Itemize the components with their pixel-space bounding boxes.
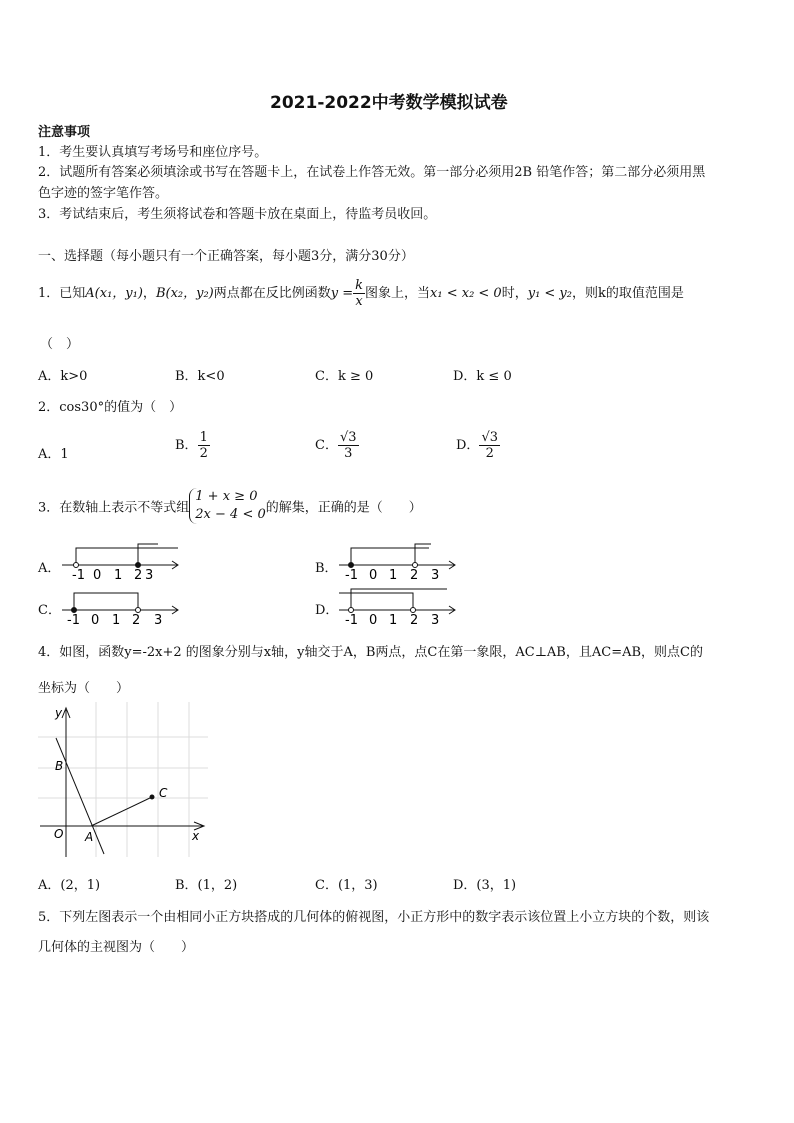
q2-option-c-num: √3 [339, 430, 357, 445]
q2-option-d-fraction [479, 430, 500, 461]
open-point [413, 563, 418, 568]
q3-number-line-a [58, 540, 182, 582]
q2-option-d-den: 2 [485, 446, 494, 461]
q1-prefix: 1．已知 [38, 286, 86, 301]
tick-label: 1 [389, 568, 398, 582]
tick-label: 3 [154, 613, 163, 627]
q3-option-b-label: B． [315, 561, 338, 576]
q4-option-c: C．(1，3) [315, 878, 378, 893]
q2-option-c [315, 430, 359, 461]
question-3 [38, 488, 422, 524]
q1-option-b: B．k<0 [175, 369, 225, 384]
open-point [411, 608, 416, 613]
q3-option-a-label: A． [38, 561, 61, 576]
q2-option-c-den: 3 [344, 446, 353, 461]
q3-option-d-label: D． [315, 603, 339, 618]
notice-item: 3．考试结束后，考生须将试卷和答题卡放在桌面上，待监考员收回。 [38, 207, 437, 222]
q2-option-a: A．1 [38, 447, 69, 462]
q3-suffix: 的解集，正确的是（ ） [265, 500, 422, 516]
solution-bracket-2 [415, 544, 431, 565]
q2-option-b-fraction [198, 430, 210, 461]
page-title: 2021-2022中考数学模拟试卷 [270, 93, 508, 113]
tick-label: 1 [389, 613, 398, 627]
tick-label: 3 [145, 568, 154, 582]
open-point [349, 608, 354, 613]
tick-label: 0 [91, 613, 100, 627]
q2-option-b-den: 2 [199, 446, 208, 461]
q3-number-line-b [335, 540, 459, 582]
q1-answer-paren: （ ） [40, 337, 80, 352]
closed-point [72, 608, 77, 613]
solution-bracket [74, 593, 138, 610]
tick-label: 2 [134, 568, 143, 582]
q1-condition: x₁ < x₂ < 0 [430, 286, 502, 301]
q2-option-c-fraction [338, 430, 359, 461]
q1-point-b: B(x₂，y₂) [155, 286, 214, 301]
q2-option-b [175, 430, 210, 461]
tick-label: 3 [431, 613, 440, 627]
tick-label: 0 [369, 613, 378, 627]
closed-point [136, 563, 141, 568]
q1-option-c: C．k ≥ 0 [315, 369, 374, 384]
q3-number-line-d [335, 585, 459, 627]
q1-mid3: 时， [501, 286, 528, 301]
point-a-label: A [85, 830, 94, 844]
segment-ac [91, 797, 152, 826]
q1-suffix: ，则k的取值范围是 [572, 286, 684, 301]
question-4-line-2: 坐标为（ ） [38, 681, 130, 696]
point-c-label: C [159, 786, 168, 800]
q4-option-b: B．(1，2) [175, 878, 238, 893]
open-point [74, 563, 79, 568]
q1-condition2: y₁ < y₂ [527, 286, 572, 301]
notice-heading: 注意事项 [38, 125, 91, 140]
solution-bracket-2 [138, 544, 158, 565]
q3-inequality-system [189, 488, 265, 524]
q2-option-d-label: D． [456, 438, 480, 453]
tick-label: 2 [410, 613, 419, 627]
tick-label: 1 [112, 613, 121, 627]
q1-mid2: 图象上，当 [365, 286, 431, 301]
tick-label: 0 [93, 568, 102, 582]
q2-option-d-num: √3 [481, 430, 498, 445]
q2-option-c-label: C． [315, 438, 338, 453]
q1-option-d: D．k ≤ 0 [453, 369, 512, 384]
tick-label: -1 [345, 568, 358, 582]
tick-label: -1 [67, 613, 80, 627]
tick-label: 2 [132, 613, 141, 627]
q3-option-c-label: C． [38, 603, 61, 618]
solution-bracket-1 [76, 548, 178, 565]
q3-number-line-c [58, 585, 182, 627]
grid [38, 702, 208, 857]
q1-option-a: A．k>0 [38, 369, 88, 384]
notice-item: 1．考生要认真填写考场号和座位序号。 [38, 145, 268, 160]
q2-option-b-num: 1 [199, 430, 208, 445]
question-5-line-1: 5．下列左图表示一个由相同小正方块搭成的几何体的俯视图，小正方形中的数字表示该位置上小立方块的个数，则该 [38, 910, 710, 925]
tick-label: 3 [431, 568, 440, 582]
tick-label: 0 [369, 568, 378, 582]
q1-frac-num: k [355, 278, 364, 293]
question-2: 2．cos30°的值为（ ） [38, 400, 183, 415]
tick-label: 1 [114, 568, 123, 582]
q3-prefix: 3．在数轴上表示不等式组 [38, 500, 190, 516]
solution-bracket-1 [351, 548, 429, 565]
q2-option-d [456, 430, 500, 461]
notice-item: 色字迹的签字笔作答。 [38, 186, 169, 201]
x-axis-label: x [192, 829, 200, 843]
q1-point-a: A(x₁，y₁) [85, 286, 143, 301]
q3-inequality-1: 1 + x ≥ 0 [195, 489, 258, 504]
notice-item: 2．试题所有答案必须填涂或书写在答题卡上，在试卷上作答无效。第一部分必须用2B 铅笔作答；第二部分必须用黑 [38, 165, 706, 180]
tick-label: -1 [72, 568, 85, 582]
q1-frac-den: x [355, 294, 363, 309]
question-1 [38, 278, 684, 309]
q3-inequality-2: 2x − 4 < 0 [195, 507, 266, 522]
point-c [150, 795, 155, 800]
y-axis-label: y [55, 706, 63, 720]
closed-point [349, 563, 354, 568]
tick-label: -1 [345, 613, 358, 627]
question-5-line-2: 几何体的主视图为（ ） [38, 940, 195, 955]
point-b-label: B [55, 759, 64, 773]
solution-bracket-2 [351, 589, 447, 610]
open-point [136, 608, 141, 613]
q1-sep: ， [142, 286, 156, 301]
q1-mid: 两点都在反比例函数 [213, 286, 331, 301]
section-heading: 一、选择题（每小题只有一个正确答案，每小题3分，满分30分） [38, 249, 414, 264]
q2-option-b-label: B． [175, 438, 198, 453]
tick-label: 2 [410, 568, 419, 582]
q1-fraction [353, 278, 365, 309]
q4-option-d: D．(3，1) [453, 878, 517, 893]
q1-func-lhs: y = [330, 286, 354, 301]
q4-option-a: A．(2，1) [38, 878, 101, 893]
q4-graph [38, 702, 213, 862]
origin-label: O [54, 827, 64, 841]
question-4-line-1: 4．如图，函数y=-2x+2 的图象分别与x轴，y轴交于A，B两点，点C在第一象限，AC⊥AB，且AC=AB，则点C的 [38, 645, 703, 660]
